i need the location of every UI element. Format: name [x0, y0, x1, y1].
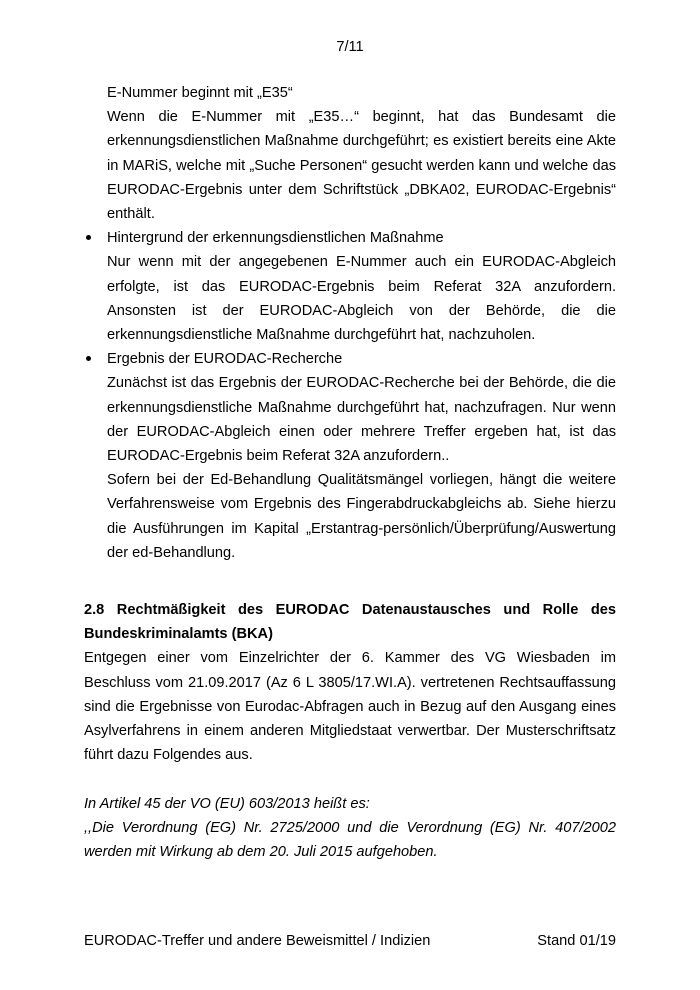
- e35-paragraph: Wenn die E-Nummer mit „E35…“ beginnt, hat das Bundesamt die erkennungsdienstlichen Maßnahme durchgeführt; es existiert bereits eine Akte in MARiS, welche mit „Suche Personen“ gesucht werden kann und welche das EURODAC-Ergebnis unter dem Schriftstück „DBKA02, EURODAC-Ergebnis“ enthält.: [107, 109, 616, 223]
- quote-intro: In Artikel 45 der VO (EU) 603/2013 heißt es:: [84, 795, 370, 812]
- bullet-icon: [86, 356, 91, 361]
- bullet-paragraph: Zunächst ist das Ergebnis der EURODAC-Recherche bei der Behörde, die die erkennungsdienstliche Maßnahme durchgeführt hat, nachzufragen. Nur wenn der EURODAC-Abgleich einen oder mehrere Treffer ergeben hat, ist das EURODAC-Ergebnis beim Referat 32A anzufordern..: [107, 375, 616, 465]
- bullet-icon: [86, 235, 91, 240]
- e35-heading: E-Nummer beginnt mit „E35“: [107, 85, 293, 101]
- section-heading-2-8: 2.8 Rechtmäßigkeit des EURODAC Datenaustausches und Rolle des Bundeskriminalamts (BKA): [84, 602, 616, 643]
- section-2-8-paragraph: Entgegen einer vom Einzelrichter der 6. Kammer des VG Wiesbaden im Beschluss vom 21.09.2017 (Az 6 L 3805/17.WI.A). vertretenen Rechtsauffassung sind die Ergebnisse von Eurodac-Abfragen auch in Bezug auf den Ausgang eines Asylverfahrens in einem anderen Mitgliedstaat verwertbar. Der Musterschriftsatz führt dazu Folgendes aus.: [84, 650, 616, 764]
- bullet-title: Ergebnis der EURODAC-Recherche: [107, 351, 343, 368]
- bullet-paragraph: Sofern bei der Ed-Behandlung Qualitätsmängel vorliegen, hängt die weitere Verfahrensweise vom Ergebnis des Fingerabdruckabgleichs ab. Siehe hierzu die Ausführungen im Kapital „Erstantrag-persönlich/Überprüfung/Auswertung der ed-Behandlung.: [107, 472, 616, 561]
- document-body: [84, 81, 616, 864]
- bullet-title: Hintergrund der erkennungsdienstlichen Maßnahme: [107, 230, 444, 247]
- footer-title: EURODAC-Treffer und andere Beweismittel / Indizien: [84, 933, 431, 949]
- page-number: 7/11: [336, 39, 364, 55]
- bullet-item-result: [84, 347, 616, 565]
- page-footer: [84, 931, 616, 951]
- quote-text: ,,Die Verordnung (EG) Nr. 2725/2000 und die Verordnung (EG) Nr. 407/2002 werden mit Wirkung ab dem 20. Juli 2015 aufgehoben.: [84, 819, 616, 861]
- bullet-item-background: [84, 226, 616, 347]
- footer-date: Stand 01/19: [537, 933, 616, 949]
- bullet-paragraph: Nur wenn mit der angegebenen E-Nummer auch ein EURODAC-Abgleich erfolgte, ist das EURODAC-Ergebnis beim Referat 32A anzufordern. Ansonsten ist der EURODAC-Abgleich von der Behörde, die die erkennungsdienstliche Maßnahme durchgeführt hat, nachzuholen.: [107, 254, 616, 344]
